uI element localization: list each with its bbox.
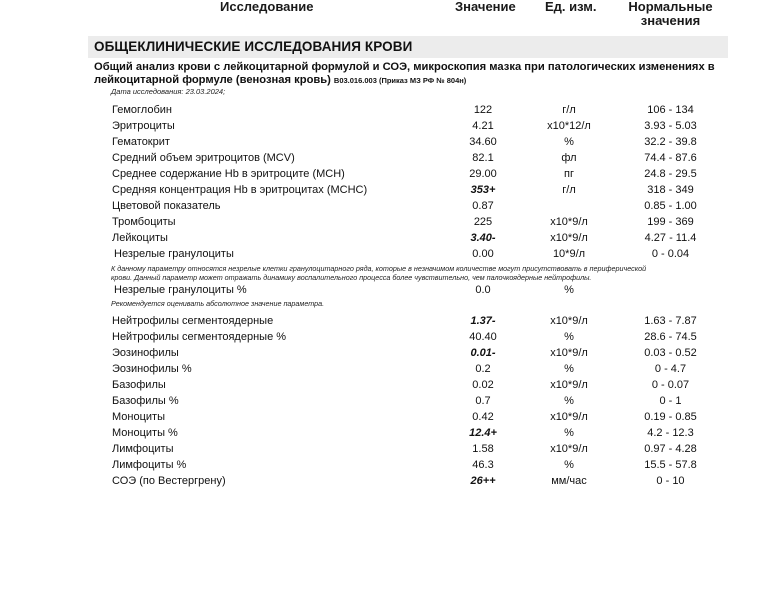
parameter-value: 225 <box>473 216 493 228</box>
table-row <box>78 198 730 214</box>
parameter-value: 0.02 <box>472 379 494 391</box>
parameter-name: Эозинофилы % <box>112 363 192 375</box>
test-name-line1: Общий анализ крови с лейкоцитарной формулой и СОЭ, микроскопия мазка при патологических изменениях в <box>94 61 715 73</box>
parameter-name: Гематокрит <box>112 136 170 148</box>
parameter-value: 0.0 <box>475 284 491 296</box>
parameter-norm: 3.93 - 5.03 <box>644 120 697 132</box>
lab-report-page <box>78 0 730 600</box>
parameter-unit: % <box>564 395 574 407</box>
column-header-norm <box>618 0 723 28</box>
parameter-unit: x10*9/л <box>550 347 588 359</box>
parameter-name: Цветовой показатель <box>112 200 221 212</box>
table-row <box>78 134 730 150</box>
table-row <box>78 345 730 361</box>
parameter-norm: 1.63 - 7.87 <box>644 315 697 327</box>
parameter-name: Тромбоциты <box>112 216 176 228</box>
parameter-norm: 199 - 369 <box>647 216 694 228</box>
parameter-unit: г/л <box>562 184 576 196</box>
parameter-norm: 0.97 - 4.28 <box>644 443 697 455</box>
parameter-norm: 0.03 - 0.52 <box>644 347 697 359</box>
parameter-norm: 24.8 - 29.5 <box>644 168 697 180</box>
table-row <box>78 246 730 262</box>
table-row <box>78 329 730 345</box>
parameter-unit: x10*12/л <box>547 120 591 132</box>
table-row <box>78 182 730 198</box>
parameter-name: Эритроциты <box>112 120 175 132</box>
parameter-norm: 4.27 - 11.4 <box>644 232 697 244</box>
parameter-value: 46.3 <box>472 459 494 471</box>
parameter-unit: % <box>564 136 574 148</box>
table-row <box>78 457 730 473</box>
parameter-norm: 0 - 1 <box>659 395 682 407</box>
parameter-unit: фл <box>561 152 577 164</box>
parameter-name: Базофилы <box>112 379 166 391</box>
parameter-norm: 0 - 0.07 <box>651 379 690 391</box>
table-row <box>78 118 730 134</box>
parameter-value: 40.40 <box>469 331 497 343</box>
parameter-value: 0.01- <box>470 347 496 359</box>
parameter-value: 0.42 <box>472 411 494 423</box>
parameter-name: Нейтрофилы сегментоядерные % <box>112 331 287 343</box>
parameter-unit: г/л <box>562 104 576 116</box>
parameter-norm: 28.6 - 74.5 <box>644 331 697 343</box>
parameter-norm: 0 - 0.04 <box>651 248 690 260</box>
note-immature-granulocytes <box>111 264 731 282</box>
table-row <box>78 361 730 377</box>
parameter-value: 0.2 <box>475 363 491 375</box>
parameter-value: 0.87 <box>472 200 494 212</box>
parameter-value: 0.00 <box>472 248 494 260</box>
test-name-line2-wrap <box>94 74 724 87</box>
test-name-line2: лейкоцитарной формуле (венозная кровь) <box>94 74 331 86</box>
parameter-value: 4.21 <box>472 120 494 132</box>
parameter-value: 122 <box>473 104 493 116</box>
parameter-norm: 106 - 134 <box>647 104 694 116</box>
section-title: ОБЩЕКЛИНИЧЕСКИЕ ИССЛЕДОВАНИЯ КРОВИ <box>88 36 728 58</box>
parameter-name: Гемоглобин <box>112 104 172 116</box>
column-header-unit: Ед. изм. <box>545 0 597 14</box>
table-row <box>78 393 730 409</box>
parameter-norm: 318 - 349 <box>647 184 694 196</box>
parameter-name: СОЭ (по Вестергрену) <box>112 475 226 487</box>
table-row <box>78 377 730 393</box>
parameter-value: 353+ <box>470 184 496 196</box>
test-code: B03.016.003 (Приказ МЗ РФ № 804н) <box>333 76 467 85</box>
parameter-value: 3.40- <box>470 232 496 244</box>
parameter-unit: пг <box>564 168 574 180</box>
table-row <box>78 150 730 166</box>
parameter-name: Незрелые гранулоциты <box>114 248 234 260</box>
table-row <box>78 473 730 489</box>
parameter-name: Средний объем эритроцитов (MCV) <box>112 152 295 164</box>
parameter-unit: x10*9/л <box>550 411 588 423</box>
parameter-name: Среднее содержание Hb в эритроците (MCH) <box>112 168 345 180</box>
parameter-norm: 0 - 10 <box>656 475 685 487</box>
parameter-unit: % <box>564 427 574 439</box>
table-row <box>78 166 730 182</box>
column-header-value: Значение <box>455 0 516 14</box>
parameter-name: Незрелые гранулоциты % <box>114 284 247 296</box>
parameter-unit: x10*9/л <box>550 315 588 327</box>
parameter-name: Нейтрофилы сегментоядерные <box>112 315 274 327</box>
parameter-unit: 10*9/л <box>552 248 586 260</box>
parameter-value: 34.60 <box>469 136 497 148</box>
parameter-norm: 74.4 - 87.6 <box>644 152 697 164</box>
column-header-norm-line1: Нормальные <box>628 0 713 14</box>
table-row <box>78 102 730 118</box>
parameter-unit: % <box>564 363 574 375</box>
note-immature-line2: крови. Данный параметр может отражать динамику воспалительного процесса более чувствительно, чем палочкоядерные нейтрофилы. <box>111 273 592 282</box>
parameter-value: 29.00 <box>469 168 497 180</box>
parameter-name: Моноциты <box>112 411 165 423</box>
table-row <box>78 214 730 230</box>
column-header-research: Исследование <box>220 0 314 14</box>
parameter-value: 12.4+ <box>469 427 497 439</box>
parameter-norm: 15.5 - 57.8 <box>644 459 697 471</box>
parameter-unit: x10*9/л <box>550 379 588 391</box>
parameter-unit: x10*9/л <box>550 216 588 228</box>
parameter-norm: 0.19 - 0.85 <box>644 411 697 423</box>
parameter-unit: % <box>564 459 574 471</box>
table-row <box>78 230 730 246</box>
parameter-unit: x10*9/л <box>550 443 588 455</box>
note-absolute-value: Рекомендуется оценивать абсолютное значение параметра. <box>111 299 325 308</box>
column-header-norm-line2: значения <box>640 13 701 28</box>
parameter-name: Базофилы % <box>112 395 179 407</box>
table-row <box>78 425 730 441</box>
parameter-unit: % <box>564 284 574 296</box>
note-immature-line1: К данному параметру относятся незрелые клетки гранулоцитарного ряда, которые в незначимом количестве могут присутствовать в периферической <box>111 264 647 273</box>
parameter-name: Лейкоциты <box>112 232 168 244</box>
parameter-name: Моноциты % <box>112 427 178 439</box>
parameter-value: 1.58 <box>472 443 494 455</box>
table-row <box>78 409 730 425</box>
parameter-norm: 0.85 - 1.00 <box>644 200 697 212</box>
parameter-norm: 32.2 - 39.8 <box>644 136 697 148</box>
parameter-value: 82.1 <box>472 152 494 164</box>
table-row <box>78 313 730 329</box>
parameter-norm: 4.2 - 12.3 <box>647 427 694 439</box>
table-row <box>78 441 730 457</box>
parameter-unit: x10*9/л <box>550 232 588 244</box>
parameter-value: 0.7 <box>475 395 491 407</box>
parameter-name: Средняя концентрация Hb в эритроцитах (MCHC) <box>112 184 368 196</box>
parameter-name: Лимфоциты % <box>112 459 187 471</box>
parameter-name: Лимфоциты <box>112 443 174 455</box>
parameter-unit: % <box>564 331 574 343</box>
parameter-value: 1.37- <box>470 315 496 327</box>
table-row <box>78 282 730 298</box>
parameter-unit: мм/час <box>551 475 587 487</box>
parameter-value: 26++ <box>470 475 496 487</box>
test-date: Дата исследования: 23.03.2024; <box>111 87 226 96</box>
parameter-norm: 0 - 4.7 <box>654 363 687 375</box>
test-name <box>94 61 724 87</box>
parameter-name: Эозинофилы <box>112 347 179 359</box>
